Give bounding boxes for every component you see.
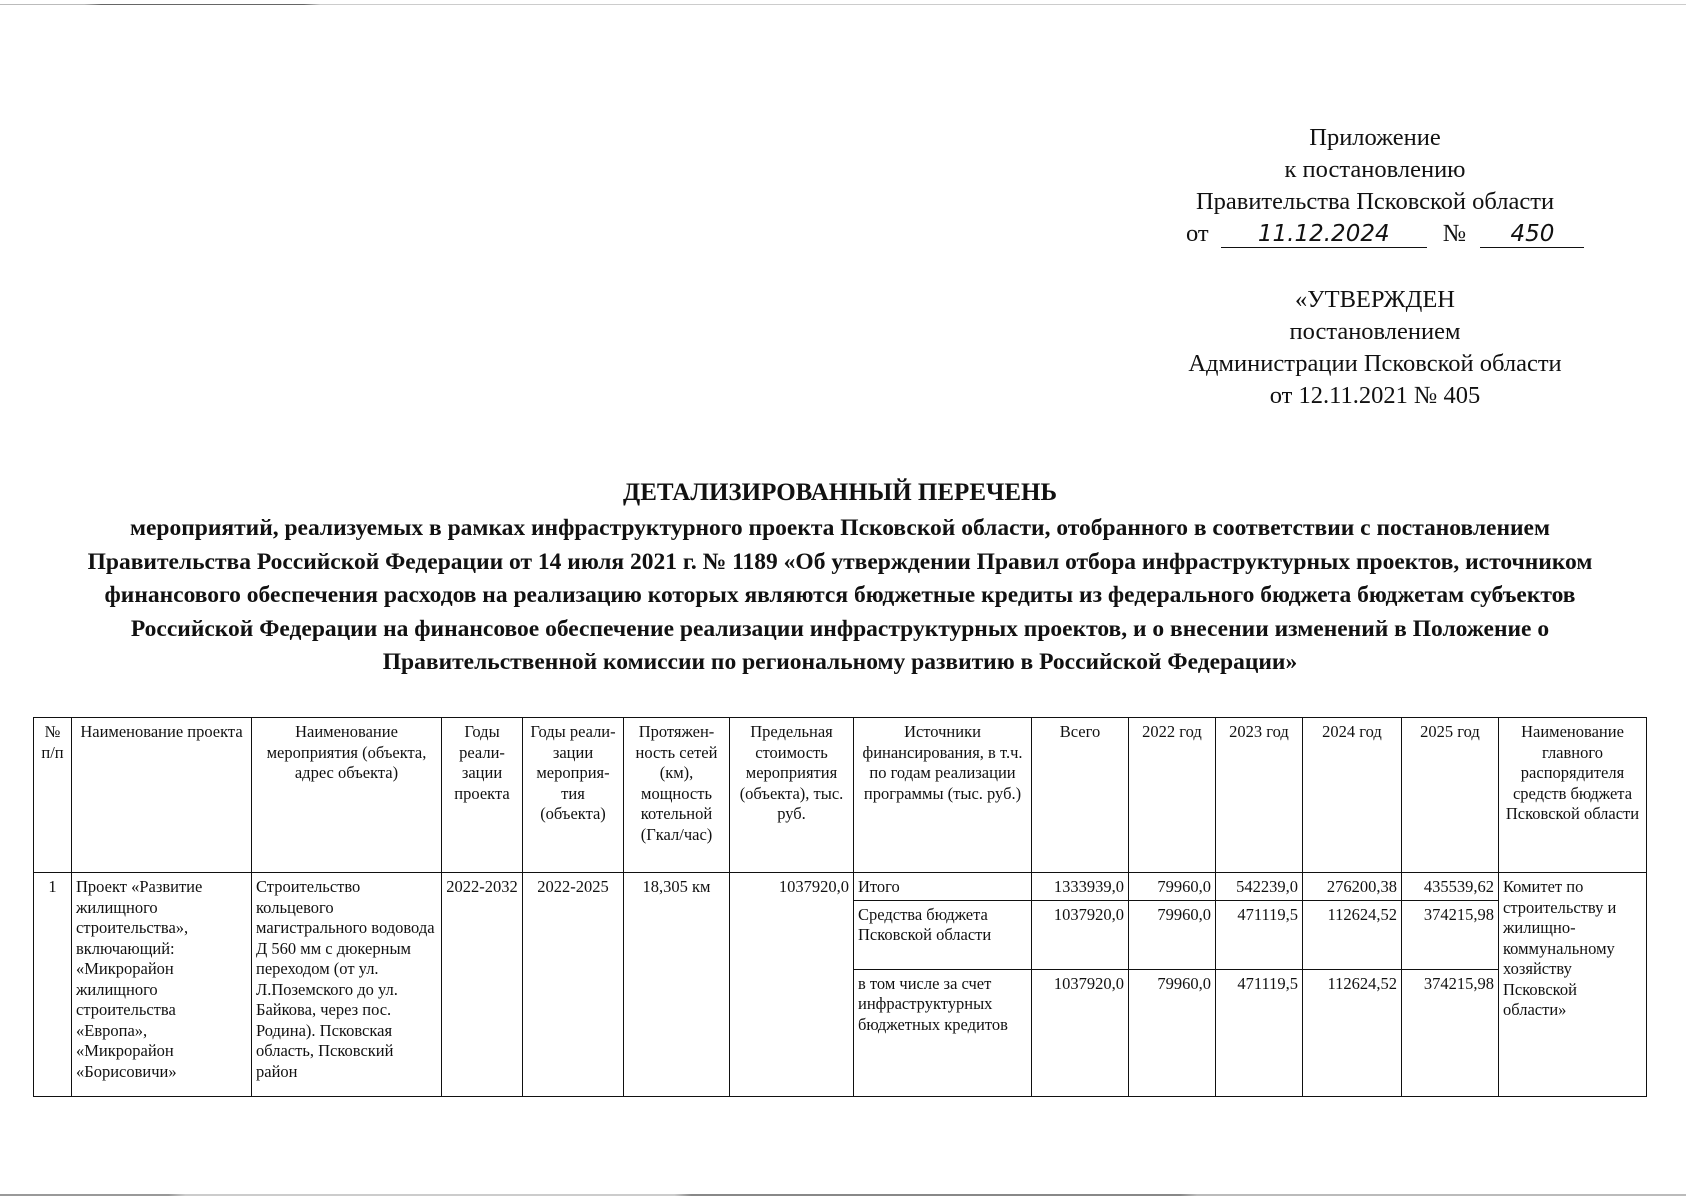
- number-prefix: №: [1442, 220, 1467, 247]
- table-row: [34, 873, 1647, 901]
- header-cost: Предельная стоимость мероприятия (объекта), тыс. руб.: [730, 718, 854, 873]
- cell-2022-0: 79960,0: [1129, 873, 1216, 901]
- table-header-row: [34, 718, 1647, 873]
- handwritten-number: 450: [1480, 221, 1584, 248]
- title-subtitle: мероприятий, реализуемых в рамках инфраструктурного проекта Псковской области, отобранного в соответствии с постановлением Правительства Российской Федерации от 14 июля 2021 г. № 1189 «Об утверждении Правил отбора инфраструктурных проектов, источником финансового обеспечения расходов на реализацию которых являются бюджетные кредиты из федерального бюджета бюджетам субъектов Российской Федерации на финансовое обеспечение реализации инфраструктурных проектов, и о внесении изменений в Положение о Правительственной комиссии по региональному развитию в Российской Федерации»: [87, 515, 1593, 675]
- header-2025: 2025 год: [1402, 718, 1499, 873]
- document-title: [60, 476, 1620, 680]
- cell-event: Строительство кольцевого магистрального водовода Д 560 мм с дюкерным переходом (от ул. Л.Поземского до ул. Байкова, через пос. Родина). Псковская область, Псковский район: [252, 873, 442, 1097]
- header-length: Протяжен-ность сетей (км), мощность котельной (Гкал/час): [624, 718, 730, 873]
- header-2022: 2022 год: [1129, 718, 1216, 873]
- header-total: Всего: [1032, 718, 1129, 873]
- appendix-date-row: [1140, 218, 1610, 250]
- cell-2022-2: 79960,0: [1129, 969, 1216, 1096]
- cell-years-event: 2022-2025: [523, 873, 624, 1097]
- cell-project: Проект «Развитие жилищного строительства», включающий: «Микрорайон жилищного строительства «Европа», «Микрорайон «Борисовичи»: [72, 873, 252, 1097]
- approved-line-3: Администрации Псковской области: [1188, 350, 1562, 377]
- cell-2025-1: 374215,98: [1402, 900, 1499, 969]
- cell-2024-1: 112624,52: [1303, 900, 1402, 969]
- cell-cost: 1037920,0: [730, 873, 854, 1097]
- approved-line-1: «УТВЕРЖДЕН: [1295, 286, 1455, 313]
- cell-2025-0: 435539,62: [1402, 873, 1499, 901]
- appendix-line-1: Приложение: [1309, 124, 1441, 151]
- cell-source-2: в том числе за счет инфраструктурных бюджетных кредитов: [854, 969, 1032, 1096]
- appendix-line-3: Правительства Псковской области: [1195, 188, 1555, 215]
- cell-source-1: Средства бюджета Псковской области: [854, 900, 1032, 969]
- cell-2023-2: 471119,5: [1216, 969, 1303, 1096]
- header-event: Наименование мероприятия (объекта, адрес объекта): [252, 718, 442, 873]
- cell-2024-2: 112624,52: [1303, 969, 1402, 1096]
- header-manager: Наименование главного распорядителя средств бюджета Псковской области: [1499, 718, 1647, 873]
- scan-edge-top: [0, 4, 1686, 5]
- cell-2025-2: 374215,98: [1402, 969, 1499, 1096]
- handwritten-date: 11.12.2024: [1221, 221, 1427, 248]
- header-2023: 2023 год: [1216, 718, 1303, 873]
- header-sources: Источники финансирования, в т.ч. по годам реализации программы (тыс. руб.): [854, 718, 1032, 873]
- cell-total-2: 1037920,0: [1032, 969, 1129, 1096]
- cell-2023-0: 542239,0: [1216, 873, 1303, 901]
- date-prefix: от: [1186, 220, 1209, 247]
- cell-source-0: Итого: [854, 873, 1032, 901]
- cell-manager: Комитет по строительству и жилищно-коммунальному хозяйству Псковской области»: [1499, 873, 1647, 1097]
- cell-length: 18,305 км: [624, 873, 730, 1097]
- cell-num: 1: [34, 873, 72, 1097]
- header-num: № п/п: [34, 718, 72, 873]
- header-project: Наименование проекта: [72, 718, 252, 873]
- events-table: [33, 717, 1647, 1097]
- cell-2023-1: 471119,5: [1216, 900, 1303, 969]
- title-main: ДЕТАЛИЗИРОВАННЫЙ ПЕРЕЧЕНЬ: [623, 479, 1057, 506]
- cell-2022-1: 79960,0: [1129, 900, 1216, 969]
- cell-years-project: 2022-2032: [442, 873, 523, 1097]
- appendix-block: [1140, 122, 1610, 250]
- cell-2024-0: 276200,38: [1303, 873, 1402, 901]
- header-years-event: Годы реали-зации мероприя-тия (объекта): [523, 718, 624, 873]
- appendix-line-2: к постановлению: [1284, 156, 1466, 183]
- header-years-project: Годы реали-зации проекта: [442, 718, 523, 873]
- cell-total-0: 1333939,0: [1032, 873, 1129, 901]
- scan-edge-bottom: [0, 1194, 1686, 1196]
- approved-line-4: от 12.11.2021 № 405: [1269, 382, 1481, 409]
- cell-total-1: 1037920,0: [1032, 900, 1129, 969]
- header-2024: 2024 год: [1303, 718, 1402, 873]
- approved-line-2: постановлением: [1289, 318, 1461, 345]
- approved-block: [1140, 284, 1610, 412]
